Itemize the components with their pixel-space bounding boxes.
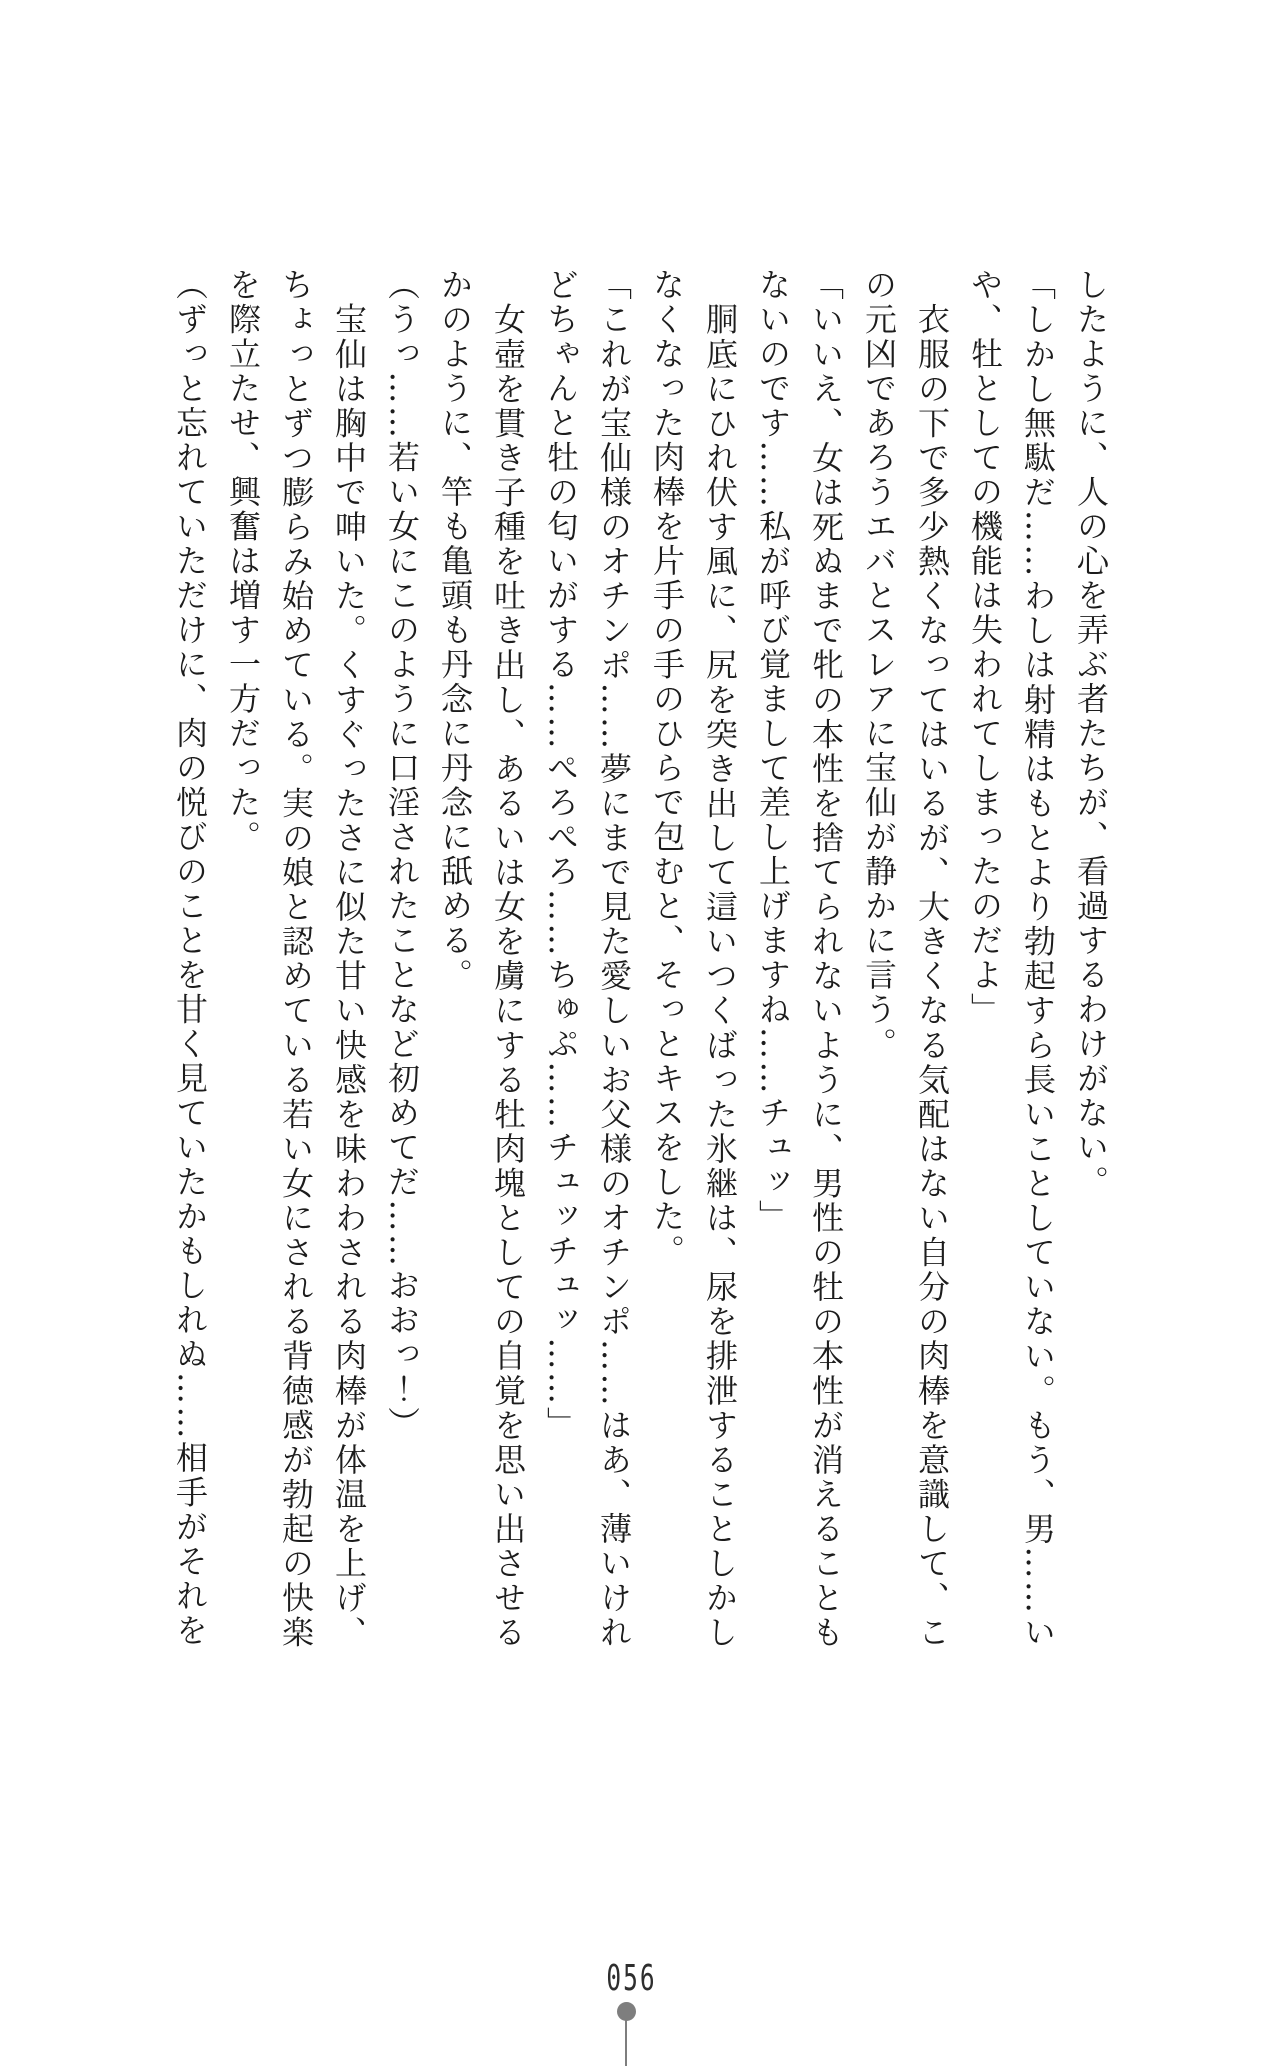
paragraph: 宝仙は胸中で呻いた。くすぐったさに似た甘い快感を味わわされる肉棒が体温を上げ、ちょっとずつ膨らみ始めている。実の娘と認めている若い女にされる背徳感が勃起の快楽を際立たせ、興奮は増す一方だった。: [224, 268, 368, 1650]
paragraph-dialogue: 「いいえ、女は死ぬまで牝の本性を捨てられないように、男性の牡の本性が消えることもないのです……私が呼び覚まして差し上げますね……チュッ」: [754, 268, 845, 1650]
paragraph: 衣服の下で多少熱くなってはいるが、大きくなる気配はない自分の肉棒を意識して、この元凶であろうエバとスレアに宝仙が静かに言う。: [860, 268, 951, 1650]
paragraph: したように、人の心を弄ぶ者たちが、看過するわけがない。: [1072, 268, 1110, 1200]
paragraph-dialogue: 「しかし無駄だ……わしは射精はもとより勃起すら長いことしていない。もう、男……いや、牡としての機能は失われてしまったのだよ」: [966, 268, 1057, 1650]
paragraph-monologue: （うっ……若い女にこのように口淫されたことなど初めてだ……おおっ！）: [383, 268, 421, 1441]
vertical-text-block: [161, 268, 1117, 1650]
paragraph-monologue: （ずっと忘れていただけに、肉の悦びのことを甘く見ていたかもしれぬ……相手がそれを: [171, 268, 209, 1648]
footer-stem-line: [625, 2019, 627, 2066]
paragraph-dialogue: 「これが宝仙様のオチンポ……夢にまで見た愛しいお父様のオチンポ……はあ、薄いけれどちゃんと牡の匂いがする……ぺろぺろ……ちゅぷ……チュッチュッ……」: [542, 268, 633, 1651]
page-number: 056: [606, 1958, 657, 1999]
paragraph: 女壺を貫き子種を吐き出し、あるいは女を虜にする牡肉塊としての自覚を思い出させるかのように、竿も亀頭も丹念に丹念に舐める。: [436, 268, 527, 1650]
paragraph: 胴底にひれ伏す風に、尻を突き出して這いつくばった氷継は、尿を排泄することしかしなくなった肉棒を片手の手のひらで包むと、そっとキスをした。: [648, 268, 739, 1650]
